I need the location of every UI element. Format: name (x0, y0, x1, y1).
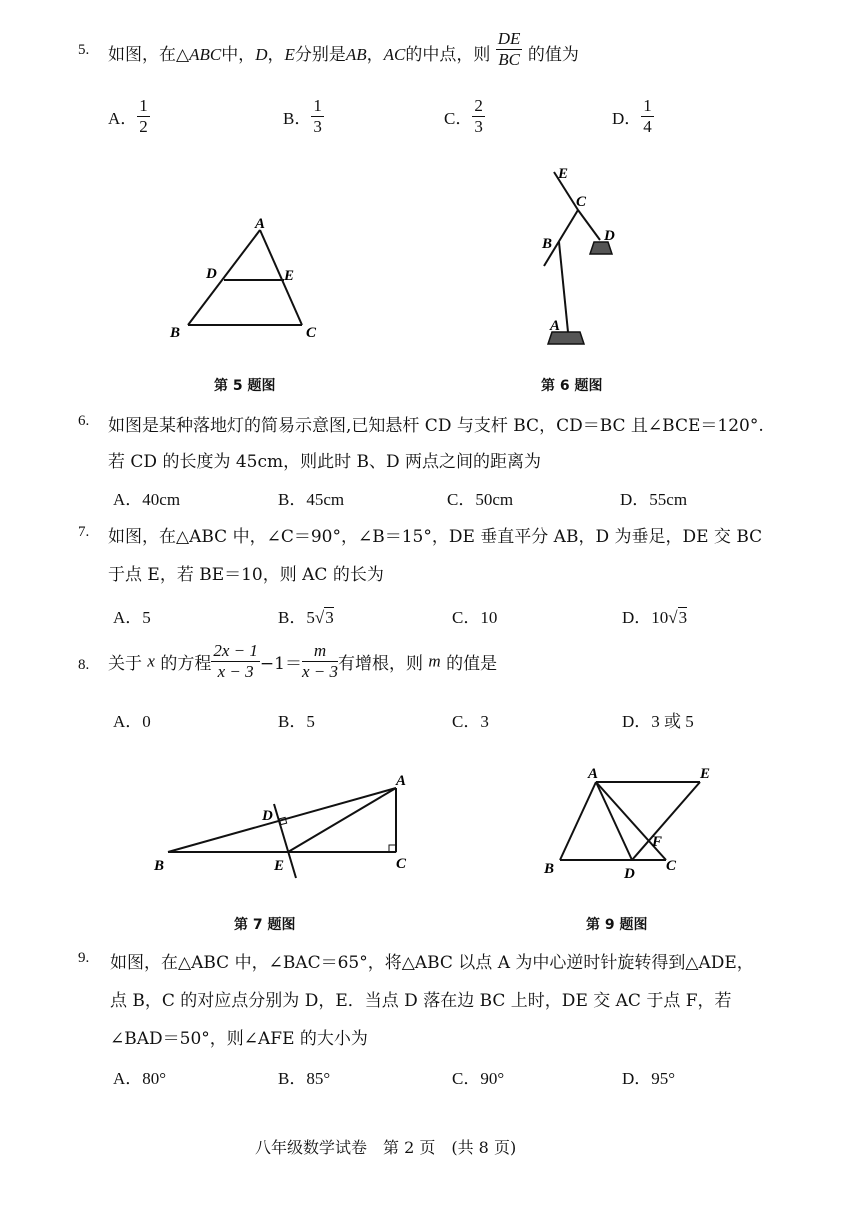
fig9-segment-ad (596, 782, 632, 860)
fig9-caption: 第 9 题图 (586, 917, 648, 933)
q5-triangle: ABC (189, 45, 222, 64)
q5-option-b-num: 1 (313, 96, 322, 115)
q5-option-d-frac (641, 96, 654, 137)
q5-option-a-frac (137, 96, 150, 137)
q5-point-e: E (284, 45, 295, 64)
q7-option-d: D．10√3 (622, 608, 688, 627)
fig7-caption: 第 7 题图 (234, 917, 296, 933)
q5-option-d-den: 4 (643, 117, 652, 136)
fig6-label-a: A (550, 318, 561, 334)
q5-option-b (283, 96, 324, 137)
q5-option-a-den: 2 (139, 117, 148, 136)
fig9-label-b: B (544, 861, 555, 877)
figure-9 (540, 760, 720, 885)
figure-6 (530, 160, 640, 350)
q8-number: 8. (78, 657, 90, 673)
q9-option-b: B．85° (278, 1069, 331, 1088)
q6-line1: 如图是某种落地灯的简易示意图,已知悬杆 CD 与支杆 BC，CD＝BC 且∠BCE＝120°. (108, 416, 764, 436)
q9-line1: 如图，在△ABC 中，∠BAC＝65°，将△ABC 以点 A 为中心逆时针旋转得到△ADE， (110, 953, 754, 973)
q8-variable: x (147, 651, 155, 671)
q9-line2: 点 B，C 的对应点分别为 D，E．当点 D 落在边 BC 上时，DE 交 AC 于点 F，若 (110, 991, 732, 1011)
q5-option-d-num: 1 (643, 96, 652, 115)
q6-option-c: C．50cm (447, 490, 514, 509)
q5-text-c: 分别是 (294, 45, 346, 65)
figure-5 (160, 210, 330, 345)
q7-option-b-radicand: 3 (325, 608, 334, 627)
q8-frac2-num: m (302, 641, 338, 662)
fig6-label-b: B (542, 236, 553, 252)
fig6-label-e: E (558, 166, 569, 182)
q8-frac1-den: x − 3 (217, 662, 254, 681)
q7-option-a: A．5 (113, 608, 151, 627)
q8-m: m (428, 651, 441, 671)
fig7-segment-ae (288, 788, 396, 852)
fig9-label-a: A (588, 766, 599, 782)
q8-fraction-2 (302, 641, 338, 682)
q9-option-a: A．80° (113, 1069, 167, 1088)
fig9-side-ab (560, 782, 596, 860)
q8-mid: −1＝ (259, 654, 302, 674)
fig9-label-c: C (666, 858, 677, 874)
q5-side-ab: AB (345, 45, 367, 64)
q6-option-a: A．40cm (113, 490, 181, 509)
q5-text-d: 的中点，则 (405, 45, 491, 65)
fig6-label-c: C (576, 194, 587, 210)
q6-number: 6. (78, 413, 90, 429)
fig5-side-ac (260, 230, 302, 325)
fig7-side-ba (168, 788, 396, 852)
q7-option-b: B．5√3 (278, 608, 334, 627)
q7-option-d-coef: 10 (651, 608, 669, 627)
q9-line3: ∠BAD＝50°，则∠AFE 的大小为 (110, 1029, 368, 1049)
q8-stem (108, 641, 497, 682)
fig5-label-c: C (306, 325, 317, 341)
q7-option-b-label: B． (278, 608, 307, 627)
q5-frac-num: DE (497, 29, 521, 48)
q8-text-a: 关于 (108, 654, 142, 674)
q6-line2: 若 CD 的长度为 45cm，则此时 B、D 两点之间的距离为 (108, 452, 542, 472)
page-footer: 八年级数学试卷 第 2 页 (共 8 页) (255, 1138, 517, 1157)
q5-text-b: 中， (221, 45, 256, 65)
fig7-label-d: D (262, 808, 273, 824)
q5-fraction (496, 29, 523, 70)
q5-option-a-num: 1 (139, 96, 148, 115)
fig6-segment-cd (578, 210, 600, 240)
q8-frac1-num: 2x − 1 (213, 641, 258, 660)
q5-option-b-den: 3 (313, 117, 322, 136)
fig6-caption: 第 6 题图 (541, 378, 603, 394)
q8-text-b: 的方程 (160, 654, 212, 674)
q5-option-b-label: B． (283, 109, 312, 128)
fig9-label-d: D (624, 866, 635, 882)
fig7-label-b: B (154, 858, 165, 874)
q7-option-d-label: D． (622, 608, 652, 627)
q8-fraction-1 (211, 641, 260, 682)
q5-comma2: ， (366, 45, 384, 65)
q7-option-c: C．10 (452, 608, 498, 627)
fig5-caption: 第 5 题图 (214, 378, 276, 394)
figure-7 (150, 770, 420, 885)
q8-frac2-den: x − 3 (301, 662, 338, 681)
q5-point-d: D (255, 45, 268, 64)
fig7-label-e: E (274, 858, 285, 874)
q7-line2: 于点 E，若 BE＝10，则 AC 的长为 (108, 565, 384, 585)
q7-number: 7. (78, 524, 90, 540)
fig6-segment-ba (559, 242, 568, 332)
q5-option-c (444, 96, 485, 137)
fig5-label-b: B (170, 325, 181, 341)
fig5-label-d: D (206, 266, 217, 282)
fig5-label-e: E (284, 268, 295, 284)
q8-text-c: 有增根，则 (337, 654, 423, 674)
fig7-label-a: A (396, 773, 407, 789)
q9-number: 9. (78, 950, 90, 966)
q5-side-ac: AC (383, 45, 406, 64)
q8-option-b: B．5 (278, 712, 315, 731)
q5-option-b-frac (311, 96, 324, 137)
q6-option-d: D．55cm (620, 490, 688, 509)
q5-option-a-label: A． (108, 109, 138, 128)
q9-option-c: C．90° (452, 1069, 505, 1088)
q5-option-d-label: D． (612, 109, 642, 128)
q7-option-b-coef: 5 (306, 608, 315, 627)
fig7-label-c: C (396, 856, 407, 872)
q5-option-c-num: 2 (474, 96, 483, 115)
q5-stem (108, 29, 579, 70)
q5-option-a (108, 96, 150, 137)
q5-option-c-label: C． (444, 109, 473, 128)
q5-comma1: ， (267, 45, 285, 65)
q5-option-c-den: 3 (474, 117, 483, 136)
q8-option-c: C．3 (452, 712, 489, 731)
q8-option-a: A．0 (113, 712, 151, 731)
q5-text-a: 如图，在△ (108, 45, 190, 65)
q7-option-d-radicand: 3 (678, 608, 688, 627)
fig5-label-a: A (255, 216, 266, 232)
q8-option-d: D．3 或 5 (622, 712, 694, 731)
fig9-segment-de (632, 782, 700, 860)
q5-number: 5. (78, 42, 90, 58)
q5-frac-den: BC (498, 50, 520, 69)
fig7-right-angle-c (389, 845, 396, 852)
q5-text-e: 的值为 (527, 45, 579, 65)
q9-option-d: D．95° (622, 1069, 676, 1088)
fig6-label-d: D (604, 228, 615, 244)
q6-option-b: B．45cm (278, 490, 345, 509)
q8-text-d: 的值是 (446, 654, 498, 674)
q7-line1: 如图，在△ABC 中，∠C＝90°，∠B＝15°，DE 垂直平分 AB，D 为垂足，DE 交 BC (108, 527, 763, 547)
q5-option-c-frac (472, 96, 485, 137)
fig9-label-f: F (652, 834, 663, 850)
fig5-side-ab (188, 230, 260, 325)
q5-option-d (612, 96, 654, 137)
fig9-label-e: E (700, 766, 711, 782)
